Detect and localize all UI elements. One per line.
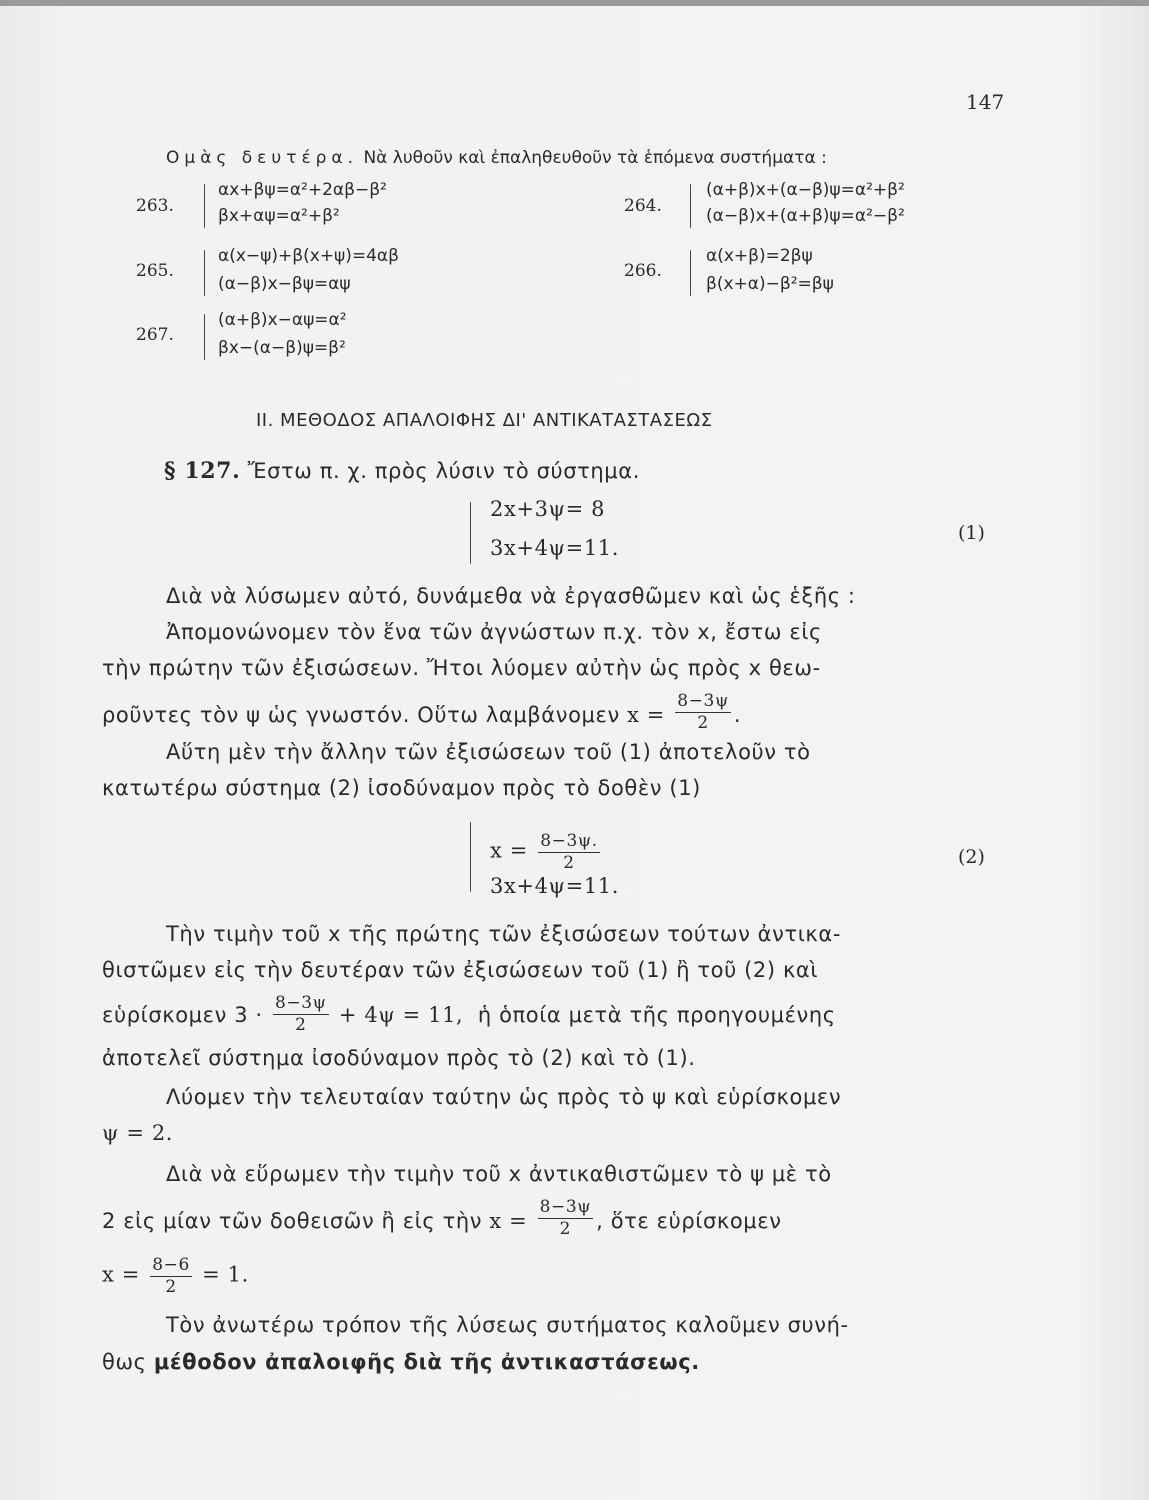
- fraction-denominator: 2: [563, 852, 575, 873]
- text-fragment: ροῦντες τὸν ψ ὡς γνωστόν. Οὕτω λαμβάνομεν: [102, 703, 620, 728]
- math-fragment: x =: [490, 838, 528, 863]
- emphasis-term: μέθοδον ἀπαλοιφῆς διὰ τῆς ἀντικαστάσεως.: [153, 1350, 700, 1374]
- fraction: [150, 1256, 192, 1296]
- text-fragment: εὑρίσκομεν 3 ·: [102, 1003, 263, 1028]
- fraction-denominator: 2: [295, 1014, 307, 1035]
- text-line: Λύομεν τὴν τελευταίαν ταύτην ὡς πρὸς τὸ ψ καὶ εὑρίσκομεν: [166, 1085, 842, 1109]
- text-line: ἀποτελεῖ σύστημα ἰσοδύναμον πρὸς τὸ (2) καὶ τὸ (1).: [102, 1046, 696, 1070]
- text-fragment: , ὅτε εὑρίσκομεν: [596, 1209, 782, 1234]
- text-fragment: θως: [102, 1350, 147, 1374]
- exercise-eq: (α+β)x+(α−β)ψ=α²+β²: [706, 180, 905, 200]
- system-brace: [204, 184, 205, 228]
- exercise-number: 265.: [136, 261, 174, 281]
- equation-tag: (1): [958, 522, 985, 544]
- fraction-denominator: 2: [559, 1218, 572, 1239]
- math-fragment: x =: [489, 1209, 528, 1234]
- fraction-numerator: 8−6: [152, 1255, 190, 1275]
- math-fragment: + 4ψ = 11,: [338, 1003, 464, 1028]
- system2-eq2: 3x+4ψ=11.: [490, 874, 620, 898]
- equation-tag: (2): [958, 846, 985, 868]
- exercise-number: 264.: [624, 196, 662, 216]
- system2-eq1: [490, 832, 603, 872]
- fraction: [538, 832, 600, 872]
- fraction: [675, 692, 731, 732]
- system-brace: [690, 184, 691, 228]
- exercise-number: 267.: [136, 325, 174, 345]
- math-fragment: = 1.: [202, 1262, 249, 1287]
- exercise-number: 263.: [136, 196, 174, 216]
- exercise-eq: β(x+α)−β²=βψ: [706, 274, 834, 294]
- system1-eq1: 2x+3ψ= 8: [490, 497, 606, 521]
- text-fragment: ἡ ὁποία μετὰ τῆς προηγουμένης: [477, 1003, 836, 1028]
- exercise-eq: α(x+β)=2βψ: [706, 246, 813, 266]
- system-brace: [690, 250, 691, 296]
- paragraph-127: [164, 458, 640, 484]
- fraction-numerator: 8−3ψ: [274, 993, 327, 1013]
- section-title: II. ΜΕΘΟΔΟΣ ΑΠΑΛΟΙΦΗΣ ΔΙ' ΑΝΤΙΚΑΤΑΣΤΑΣΕΩΣ: [256, 410, 713, 431]
- system1-eq2: 3x+4ψ=11.: [490, 536, 620, 560]
- text-line: κατωτέρω σύστημα (2) ἰσοδύναμον πρὸς τὸ δοθὲν (1): [102, 776, 701, 800]
- group-heading-spaced: Ομὰς δευτέρα.: [166, 148, 359, 168]
- exercise-eq: (α−β)x+(α+β)ψ=α²−β²: [706, 206, 905, 226]
- text-line: [102, 1256, 249, 1296]
- exercise-eq: αx+βψ=α²+2αβ−β²: [218, 180, 387, 200]
- system-brace: [204, 250, 205, 296]
- fraction-denominator: 2: [697, 712, 709, 733]
- math-fragment: x =: [102, 1262, 140, 1287]
- text-line: Ἀπομονώνομεν τὸν ἕνα τῶν ἀγνώστων π.χ. τὸν x, ἔστω εἰς: [166, 620, 822, 644]
- fraction-numerator: 8−3ψ: [539, 1197, 592, 1217]
- exercise-eq: (α+β)x−αψ=α²: [218, 310, 347, 330]
- exercise-eq: α(x−ψ)+β(x+ψ)=4αβ: [218, 246, 399, 266]
- text-fragment: 2 εἰς μίαν τῶν δοθεισῶν ἢ εἰς τὴν: [102, 1209, 483, 1234]
- fraction: [273, 994, 329, 1034]
- group-heading: [166, 148, 827, 168]
- exercise-number: 266.: [624, 261, 662, 281]
- system-brace: [470, 502, 471, 564]
- text-line: Τὴν τιμὴν τοῦ x τῆς πρώτης τῶν ἐξισώσεων τούτων ἀντικα-: [166, 922, 841, 946]
- system-brace: [470, 822, 471, 892]
- exercise-eq: βx−(α−β)ψ=β²: [218, 338, 346, 358]
- text-line: [102, 993, 836, 1036]
- text-line: Τὸν ἀνωτέρω τρόπον τῆς λύσεως συτήματος καλοῦμεν συνή-: [166, 1313, 849, 1337]
- text-line: ροῦντες τὸν ψ ὡς γνωστόν. Οὕτω λαμβάνομεν x = $\frac{8-3\psi}{2}$ .: [102, 691, 742, 733]
- exercise-eq: (α−β)x−βψ=αψ: [218, 274, 351, 294]
- page-number: 147: [966, 90, 1005, 114]
- text-line: [102, 1197, 782, 1242]
- system-brace: [204, 314, 205, 360]
- fraction: [538, 1198, 594, 1238]
- text-line: [102, 1350, 700, 1374]
- text-line: Διὰ νὰ εὕρωμεν τὴν τιμὴν τοῦ x ἀντικαθιστῶμεν τὸ ψ μὲ τὸ: [166, 1162, 832, 1186]
- text-line: Αὕτη μὲν τὴν ἄλλην τῶν ἐξισώσεων τοῦ (1) ἀποτελοῦν τὸ: [166, 740, 811, 764]
- exercise-eq: βx+αψ=α²+β²: [218, 206, 340, 226]
- fraction-numerator: 8−3ψ.: [540, 831, 598, 851]
- math-fragment: x =: [627, 703, 665, 728]
- text-line: θιστῶμεν εἰς τὴν δευτέραν τῶν ἐξισώσεων τοῦ (1) ἢ τοῦ (2) καὶ: [102, 958, 819, 982]
- paragraph-text: Ἔστω π. χ. πρὸς λύσιν τὸ σύστημα.: [247, 459, 640, 483]
- fraction-denominator: 2: [165, 1276, 177, 1297]
- paragraph-label: § 127.: [164, 458, 241, 484]
- group-heading-rest: Νὰ λυθοῦν καὶ ἐπαληθευθοῦν τὰ ἑπόμενα συστήματα :: [363, 148, 827, 168]
- scan-edge: [0, 0, 1149, 6]
- text-line: Διὰ νὰ λύσωμεν αὐτό, δυνάμεθα νὰ ἐργασθῶμεν καὶ ὡς ἑξῆς :: [166, 584, 856, 608]
- text-line: ψ = 2.: [102, 1121, 174, 1145]
- text-line: τὴν πρώτην τῶν ἐξισώσεων. Ἤτοι λύομεν αὐτὴν ὡς πρὸς x θεω-: [102, 656, 821, 680]
- fraction-numerator: 8−3ψ: [677, 691, 729, 711]
